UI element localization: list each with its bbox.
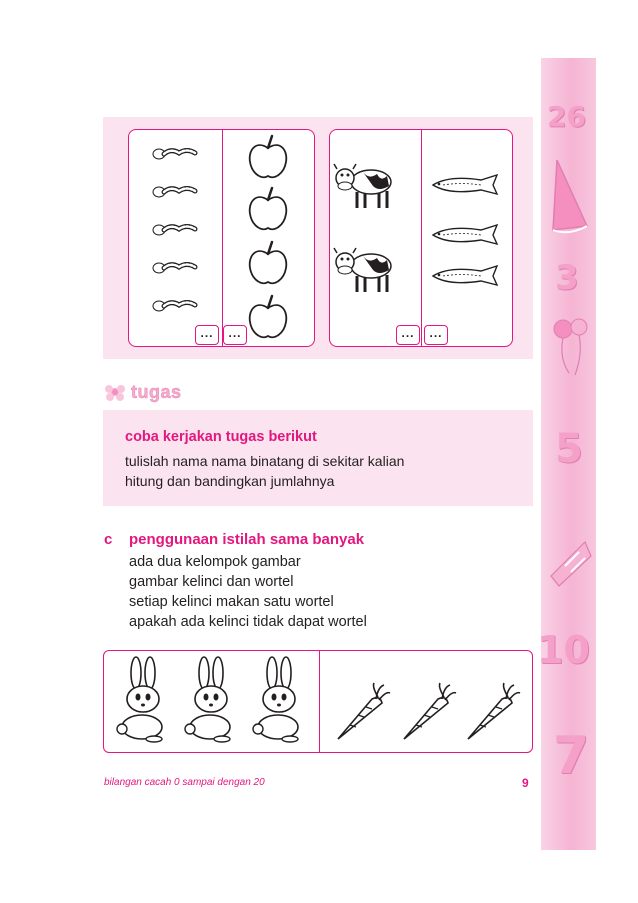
party-horn-icon (545, 536, 595, 596)
caterpillar-icon (151, 220, 201, 240)
side-decoration-strip (537, 58, 596, 850)
tugas-line: tulislah nama nama binatang di sekitar kalian (125, 453, 405, 469)
side-number-26: 26 (547, 100, 586, 133)
apple-icon (246, 186, 290, 234)
carrot-icon (462, 681, 522, 745)
caterpillar-icon (151, 182, 201, 202)
caterpillar-icon (151, 258, 201, 278)
section-title: penggunaan istilah sama banyak (129, 531, 365, 548)
rabbit-carrot-box (103, 650, 533, 753)
tugas-heading (103, 381, 182, 403)
apple-icon (246, 240, 290, 288)
tugas-line: hitung dan bandingkan jumlahnya (125, 473, 335, 489)
apple-icon (246, 294, 290, 342)
side-number-5: 5 (555, 426, 583, 472)
tugas-box (103, 410, 533, 506)
footer-chapter-title: bilangan cacah 0 sampai dengan 20 (104, 777, 265, 788)
apple-icon (246, 134, 290, 182)
flower-icon (103, 381, 127, 403)
fish-icon (429, 265, 503, 287)
panel-divider (222, 130, 223, 346)
carrot-icon (332, 681, 392, 745)
caterpillar-apple-panel (128, 129, 315, 347)
answer-box-cow[interactable]: ... (396, 325, 420, 345)
side-number-10: 10 (537, 628, 590, 672)
page-number: 9 (522, 776, 529, 790)
section-letter: c (104, 531, 113, 548)
panel-divider (421, 130, 422, 346)
side-number-3: 3 (555, 258, 579, 298)
answer-box-fish[interactable]: ... (424, 325, 448, 345)
section-line: ada dua kelompok gambar (129, 554, 301, 570)
caterpillar-icon (151, 144, 201, 164)
rabbit-icon (114, 655, 174, 745)
caterpillar-icon (151, 296, 201, 316)
tugas-intro: coba kerjakan tugas berikut (125, 429, 317, 445)
balloons-icon (545, 313, 595, 393)
cow-icon (333, 244, 395, 296)
counting-exercise (103, 117, 533, 359)
box-divider (319, 651, 320, 752)
fish-icon (429, 174, 503, 196)
section-line: setiap kelinci makan satu wortel (129, 594, 334, 610)
section-line: apakah ada kelinci tidak dapat wortel (129, 614, 367, 630)
rabbit-icon (250, 655, 310, 745)
answer-box-apple[interactable]: ... (223, 325, 247, 345)
tugas-title: tugas (131, 381, 182, 402)
answer-box-caterpillar[interactable]: ... (195, 325, 219, 345)
carrot-icon (398, 681, 458, 745)
section-line: gambar kelinci dan wortel (129, 574, 294, 590)
cow-icon (333, 160, 395, 212)
cow-fish-panel (329, 129, 513, 347)
side-number-7: 7 (553, 726, 590, 786)
fish-icon (429, 224, 503, 246)
party-hat-icon (547, 156, 593, 236)
rabbit-icon (182, 655, 242, 745)
